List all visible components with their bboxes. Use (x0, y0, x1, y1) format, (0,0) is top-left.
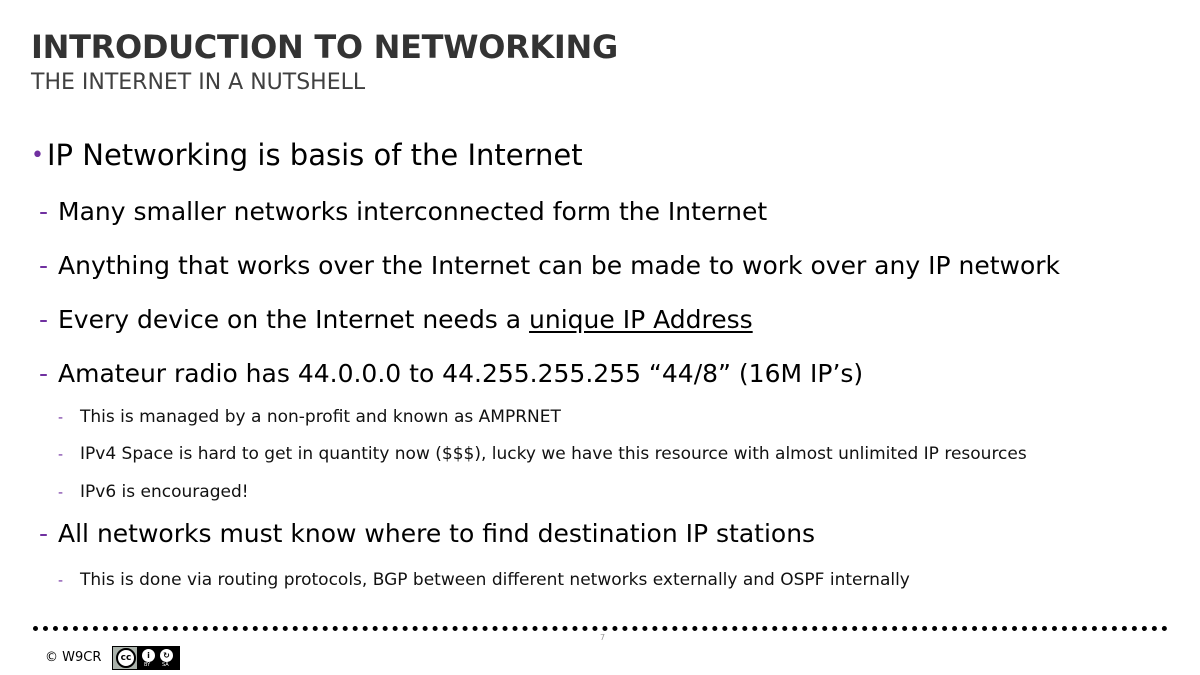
footer-dotted-divider (33, 626, 1168, 631)
cc-by-sa-icon (112, 646, 180, 670)
dash-marker: - (58, 485, 64, 501)
bullet-text: All networks must know where to find destination IP stations (58, 519, 816, 548)
sub-sub-bullet-ipv6 (58, 481, 249, 504)
unique-ip-address-emphasis: unique IP Address (529, 305, 753, 334)
bullet-text: Anything that works over the Internet can be made to work over any IP network (58, 251, 1061, 280)
dash-marker: - (39, 197, 49, 226)
cc-logo-icon: cc (116, 648, 136, 668)
page-number: 7 (600, 633, 606, 642)
bullet-marker: • (31, 143, 44, 168)
dash-marker: - (58, 410, 64, 426)
sub-bullet-amateur-radio (39, 359, 863, 389)
sub-bullet-find-destination (39, 519, 815, 549)
dash-marker: - (39, 359, 49, 388)
bullet-text: IPv4 Space is hard to get in quantity now ($$$), lucky we have this resource with almost unlimited IP resources (80, 444, 1027, 464)
by-tag: BY (144, 662, 151, 668)
copyright-notice: © W9CR (45, 650, 102, 665)
sub-bullet-unique-ip (39, 305, 753, 335)
dash-marker: - (39, 519, 49, 548)
slide-subtitle: THE INTERNET IN A NUTSHELL (31, 70, 366, 95)
slide-title: INTRODUCTION TO NETWORKING (31, 28, 618, 66)
share-alike-icon: ↻ (160, 649, 173, 662)
bullet-text: Amateur radio has 44.0.0.0 to 44.255.255.255 “44/8” (16M IP’s) (58, 359, 864, 388)
dash-marker: - (58, 447, 64, 463)
sub-bullet-anything-works (39, 251, 1060, 281)
sub-bullet-smaller-networks (39, 197, 767, 227)
dash-marker: - (39, 305, 49, 334)
dash-marker: - (58, 573, 64, 589)
bullet-text: Every device on the Internet needs a (58, 305, 530, 334)
bullet-text: IP Networking is basis of the Internet (47, 138, 583, 172)
bullet-text: This is managed by a non-profit and known as AMPRNET (80, 407, 561, 427)
attribution-icon: i (142, 649, 155, 662)
bullet-text: This is done via routing protocols, BGP between different networks externally and OSPF internally (80, 570, 910, 590)
bullet-text: Many smaller networks interconnected form the Internet (58, 197, 768, 226)
dash-marker: - (39, 251, 49, 280)
sub-sub-bullet-amprnet (58, 406, 561, 429)
bullet-text: IPv6 is encouraged! (80, 482, 249, 502)
sa-tag: SA (162, 662, 169, 668)
bullet-ip-networking (31, 138, 583, 173)
sub-sub-bullet-ipv4-space (58, 443, 1027, 466)
sub-sub-bullet-routing-protocols (58, 569, 910, 592)
